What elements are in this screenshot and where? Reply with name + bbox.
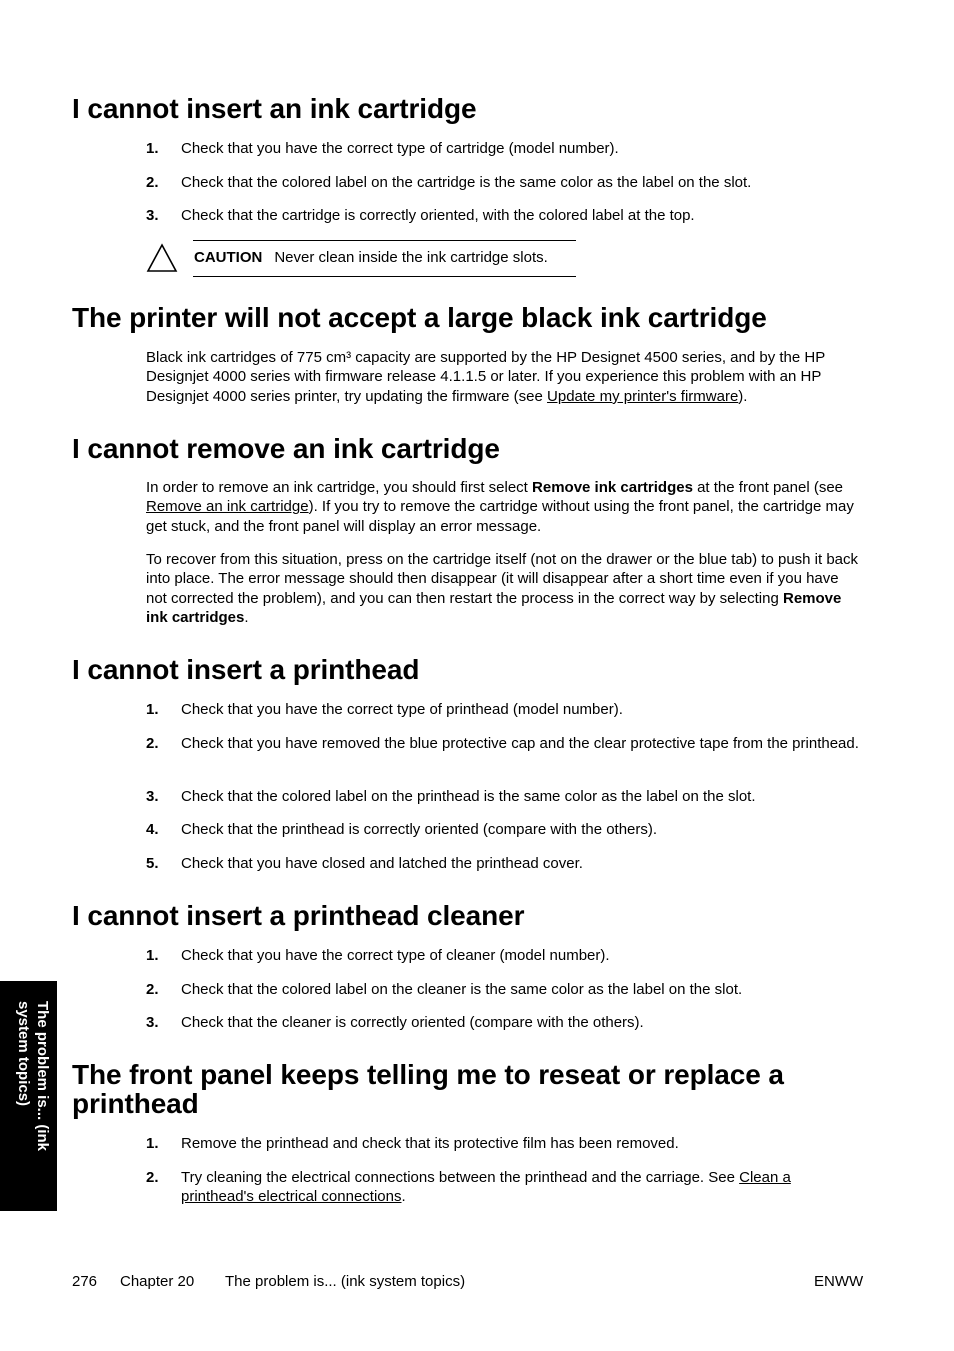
heading-large-black-ink: The printer will not accept a large black ink cartridge [72,302,767,333]
list-item-text: Check that you have the correct type of cartridge (model number). [181,140,619,157]
list-item-number: 3. [146,207,159,224]
list-item-text: Remove the printhead and check that its protective film has been removed. [181,1135,679,1152]
list-item-number: 2. [146,981,159,998]
footer-enww: ENWW [814,1273,864,1290]
side-tab-line: system topics) [15,1001,32,1107]
heading-line: The front panel keeps telling me to reseat or replace a [72,1059,784,1090]
footer-page-number: 276 [72,1273,98,1290]
list-item-text: Check that the cartridge is correctly oriented, with the colored label at the top. [181,207,695,224]
para-text: Try cleaning the electrical connections between the printhead and the carriage. See [181,1169,740,1186]
list-item-number: 2. [146,1169,159,1186]
warning-triangle-icon [146,243,178,273]
list-item [146,946,861,965]
para-text: . [401,1188,406,1206]
update-firmware-link[interactable]: Update my printer's firmware [547,387,739,405]
clean-electrical-connections-link[interactable]: Clean a printhead's electrical connections [181,1169,791,1206]
list-item [146,1168,861,1207]
heading-line: printhead [72,1088,199,1119]
list-item [146,700,861,719]
caution-text: Never clean inside the ink cartridge slots. [274,249,548,266]
heading-remove-ink-cartridge: I cannot remove an ink cartridge [72,433,500,464]
para-text: ). [738,387,748,405]
list-item-text: Check that you have removed the blue protective cap and the clear protective tape from the printhead. [181,735,859,752]
large-black-ink-paragraph [146,348,861,406]
list-item [146,206,861,225]
list-item [146,734,861,753]
list-item-text: Check that the colored label on the printhead is the same color as the label on the slot. [181,788,756,805]
list-item-number: 2. [146,735,159,752]
footer-chapter: Chapter 20 [120,1273,195,1290]
chapter-side-tab [0,981,57,1211]
list-item [146,980,861,999]
para-bold: Remove ink cartridges [146,589,842,627]
list-item-number: 5. [146,855,159,872]
caution-box [193,240,576,277]
list-item-number: 2. [146,174,159,191]
list-item-number: 4. [146,821,159,838]
remove-ink-paragraph-1 [146,478,861,536]
heading-insert-printhead: I cannot insert a printhead [72,654,420,685]
list-item [146,139,861,158]
side-tab-line: The problem is... (ink [34,1001,51,1152]
side-tab-label [6,1001,52,1151]
footer-section: The problem is... (ink system topics) [225,1273,466,1290]
list-item-number: 1. [146,140,159,157]
list-item-number: 1. [146,1135,159,1152]
remove-ink-cartridge-link[interactable]: Remove an ink cartridge [146,498,309,516]
para-text: Black ink cartridges of 775 cm³ capacity are supported by the HP Designet 4500 series, and by the HP Designjet 4000 series with firmware release 4.1.1.5 or later. If you experience this problem with an HP Designjet 4000 series printer, try updating the firmware (see [146,349,825,405]
list-item-number: 3. [146,1014,159,1031]
list-item-text: Check that you have closed and latched the printhead cover. [181,855,583,872]
list-item [146,1134,861,1153]
list-item-number: 3. [146,788,159,805]
para-text: . [244,609,249,627]
list-item [146,173,861,192]
list-item-text: Check that the colored label on the cleaner is the same color as the label on the slot. [181,981,743,998]
list-item-text: Check that you have the correct type of printhead (model number). [181,701,623,718]
list-item-text: Check that the cleaner is correctly oriented (compare with the others). [181,1014,644,1031]
list-item-text: Check that the colored label on the cartridge is the same color as the label on the slot. [181,174,752,191]
heading-insert-ink-cartridge: I cannot insert an ink cartridge [72,93,477,124]
para-text: In order to remove an ink cartridge, you should first select [146,479,533,496]
list-item [146,1013,861,1032]
list-item [146,854,861,873]
remove-ink-paragraph-2 [146,550,861,628]
para-text: ). If you try to remove the cartridge without using the front panel, the cartridge may get stuck, and the front panel will display an error message. [146,498,854,535]
list-item [146,820,861,839]
para-text: To recover from this situation, press on the cartridge itself (not on the drawer or the blue tab) to push it back into place. The error message should then disappear (it will disappear after a short time even if you have not corrected the problem), and you can then restart the process in the correct way by selecting [146,551,859,607]
list-item-text: Check that you have the correct type of cleaner (model number). [181,947,610,964]
list-item-text [181,1168,861,1207]
list-item-number: 1. [146,947,159,964]
caution-note [146,240,576,278]
list-item-text: Check that the printhead is correctly oriented (compare with the others). [181,821,658,838]
para-bold: Remove ink cartridges [532,479,693,496]
list-item [146,787,861,806]
heading-insert-printhead-cleaner: I cannot insert a printhead cleaner [72,900,525,931]
para-text: at the front panel (see [692,479,844,496]
list-item-number: 1. [146,701,159,718]
caution-label: CAUTION [194,249,263,266]
heading-reseat-replace-printhead [72,1060,784,1118]
